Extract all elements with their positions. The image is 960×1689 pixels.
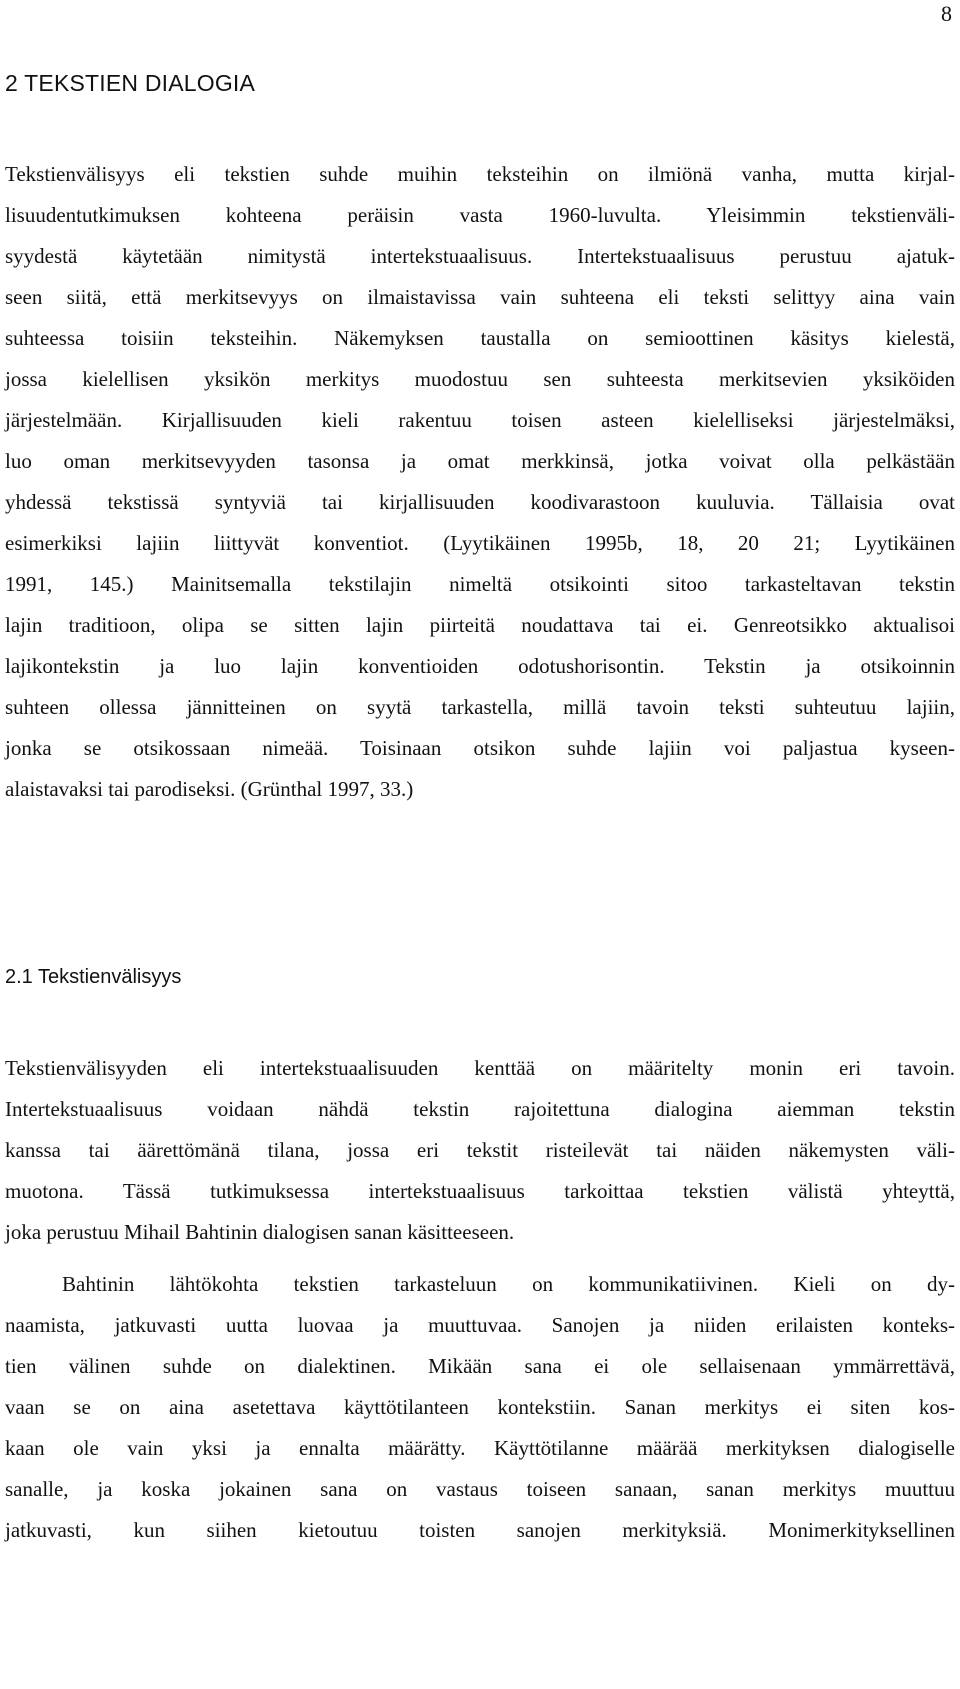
text-line: suhteessa toisiin teksteihin. Näkemyksen taustalla on semioottinen käsitys kielestä, — [5, 326, 955, 350]
text-line: Tekstienvälisyyden eli intertekstuaalisuuden kenttää on määritelty monin eri tavoin. — [5, 1056, 955, 1080]
text-line: jatkuvasti, kun siihen kietoutuu toisten sanojen merkityksiä. Monimerkityksellinen — [5, 1518, 955, 1542]
chapter-heading: 2 TEKSTIEN DIALOGIA — [5, 70, 256, 96]
text-line: järjestelmään. Kirjallisuuden kieli rakentuu toisen asteen kielelliseksi järjestelmäksi, — [5, 408, 955, 432]
text-line: 1991, 145.) Mainitsemalla tekstilajin nimeltä otsikointi sitoo tarkasteltavan tekstin — [5, 572, 955, 596]
text-line: lajikontekstin ja luo lajin konventioiden odotushorisontin. Tekstin ja otsikoinnin — [5, 654, 955, 678]
text-line: muotona. Tässä tutkimuksessa intertekstuaalisuus tarkoittaa tekstien välistä yhteyttä, — [5, 1179, 955, 1203]
page-number: 8 — [941, 1, 952, 26]
text-line: syydestä käytetään nimitystä intertekstuaalisuus. Intertekstuaalisuus perustuu ajatuk- — [5, 244, 955, 268]
text-line: jonka se otsikossaan nimeää. Toisinaan otsikon suhde lajiin voi paljastua kyseen- — [5, 736, 955, 760]
text-line: tien välinen suhde on dialektinen. Mikään sana ei ole sellaisenaan ymmärrettävä, — [5, 1354, 955, 1378]
text-line: vaan se on aina asetettava käyttötilanteen kontekstiin. Sanan merkitys ei siten kos- — [5, 1395, 955, 1419]
text-line: seen siitä, että merkitsevyys on ilmaistavissa vain suhteena eli teksti selittyy aina vain — [5, 285, 955, 309]
text-line: yhdessä tekstissä syntyviä tai kirjallisuuden koodivarastoon kuuluvia. Tällaisia ovat — [5, 490, 955, 514]
text-line: lajin traditioon, olipa se sitten lajin piirteitä noudattava tai ei. Genreotsikko aktualisoi — [5, 613, 955, 637]
text-line: Bahtinin lähtökohta tekstien tarkasteluun on kommunikatiivinen. Kieli on dy- — [62, 1272, 955, 1296]
text-line: sanalle, ja koska jokainen sana on vastaus toiseen sanaan, sanan merkitys muuttuu — [5, 1477, 955, 1501]
text-line: suhteen ollessa jännitteinen on syytä tarkastella, millä tavoin teksti suhteutuu lajiin, — [5, 695, 955, 719]
text-line: alaistavaksi tai parodiseksi. (Grünthal 1997, 33.) — [5, 777, 414, 801]
paragraph-intro — [5, 154, 955, 810]
text-line: esimerkiksi lajiin liittyvät konventiot. (Lyytikäinen 1995b, 18, 20 21; Lyytikäinen — [5, 531, 955, 555]
text-line: luo oman merkitsevyyden tasonsa ja omat merkkinsä, jotka voivat olla pelkästään — [5, 449, 955, 473]
text-line: kaan ole vain yksi ja ennalta määrätty. Käyttötilanne määrää merkityksen dialogiselle — [5, 1436, 955, 1460]
text-line: joka perustuu Mihail Bahtinin dialogisen sanan käsitteeseen. — [5, 1220, 515, 1244]
text-line: naamista, jatkuvasti uutta luovaa ja muuttuvaa. Sanojen ja niiden erilaisten konteks- — [5, 1313, 955, 1337]
text-line: Intertekstuaalisuus voidaan nähdä tekstin rajoitettuna dialogina aiemman tekstin — [5, 1097, 955, 1121]
text-line: kanssa tai äärettömänä tilana, jossa eri tekstit risteilevät tai näiden näkemysten väli- — [5, 1138, 955, 1162]
section-heading: 2.1 Tekstienvälisyys — [5, 966, 182, 988]
paragraph-definition — [5, 1048, 955, 1253]
text-line: lisuudentutkimuksen kohteena peräisin vasta 1960-luvulta. Yleisimmin tekstienväli- — [5, 203, 955, 227]
paragraph-bahtin — [5, 1264, 955, 1551]
text-line: Tekstienvälisyys eli tekstien suhde muihin teksteihin on ilmiönä vanha, mutta kirjal- — [5, 162, 955, 186]
text-line: jossa kielellisen yksikön merkitys muodostuu sen suhteesta merkitsevien yksiköiden — [5, 367, 955, 391]
